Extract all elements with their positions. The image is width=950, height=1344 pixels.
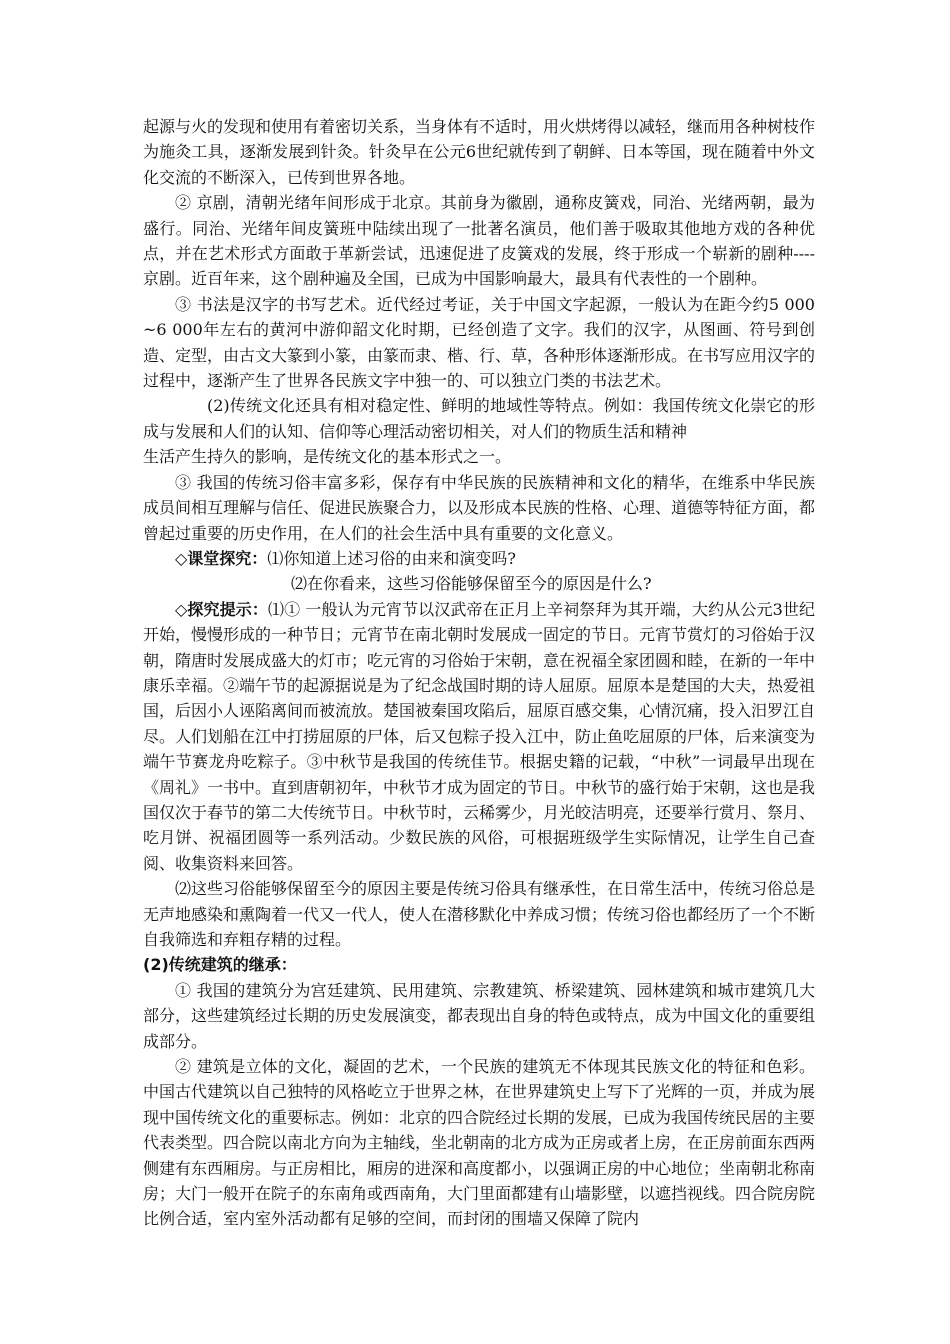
paragraph-architecture-culture: ② 建筑是立体的文化，凝固的艺术，一个民族的建筑无不体现其民族文化的特征和色彩。中国古代建筑以自己独特的风格屹立于世界之林，在世界建筑史上写下了光辉的一页，并成为展现中国传统文化的重要标志。例如：北京的四合院经过长期的发展，已成为我国传统民居的主要代表类型。四合院以南北方向为主轴线，坐北朝南的北方成为正房或者上房，在正房前面东西两侧建有东西厢房。与正房相比，厢房的进深和高度都小，以强调正房的中心地位；坐南朝北称南房；大门一般开在院子的东南角或西南角，大门里面都建有山墙影壁，以遮挡视线。四合院房院比例合适，室内室外活动都有足够的空间，而封闭的围墙又保障了院内 bbox=[143, 1057, 816, 1229]
paragraph-stability-feature-end: 生活产生持久的影响，是传统文化的基本形式之一。 bbox=[143, 447, 512, 467]
exploration-hint-text: ⑴① 一般认为元宵节以汉武帝在正月上辛祠祭拜为其开端，大约从公元3世纪开始，慢慢形成的一种节日；元宵节在南北朝时发展成一固定的节日。元宵节赏灯的习俗始于汉朝，隋唐时发展成盛大的灯市；吃元宵的习俗始于宋朝，意在祝福全家团圆和睦，在新的一年中康乐幸福。②端午节的起源据说是为了纪念战国时期的诗人屈原。屈原本是楚国的大夫，热爱祖国，后因小人诬陷离间而被流放。楚国被秦国攻陷后，屈原百感交集，心情沉痛，投入汨罗江自尽。人们划船在江中打捞屈原的尸体，后又包粽子投入江中，防止鱼吃屈原的尸体，后来演变为端午节赛龙舟吃粽子。③中秋节是我国的传统佳节。根据史籍的记载，“中秋”一词最早出现在《周礼》一书中。直到唐朝初年，中秋节才成为固定的节日。中秋节的盛行始于宋朝，这也是我国仅次于春节的第二大传统节日。中秋节时，云稀雾少，月光皎洁明亮，还要举行赏月、祭月、吃月饼、祝福团圆等一系列活动。少数民族的风俗，可根据班级学生实际情况，让学生自己查阅、收集资料来回答。 bbox=[143, 599, 816, 873]
classroom-exploration-question-1: ⑴你知道上述习俗的由来和演变吗? bbox=[267, 548, 516, 568]
exploration-hint-label: ◇探究提示： bbox=[175, 599, 268, 619]
paragraph-traditional-customs: ③ 我国的传统习俗丰富多彩，保存有中华民族的民族精神和文化的精华，在维系中华民族成员间相互理解与信任、促进民族聚合力，以及形成本民族的性格、心理、道德等特征方面，都曾起过重要的历史作用，在人们的社会生活中具有重要的文化意义。 bbox=[143, 472, 816, 543]
classroom-exploration-question-2: ⑵在你看来，这些习俗能够保留至今的原因是什么? bbox=[291, 574, 652, 594]
document-page bbox=[143, 114, 815, 1232]
paragraph-customs-reason: ⑵这些习俗能够保留至今的原因主要是传统习俗具有继承性，在日常生活中，传统习俗总是无声地感染和熏陶着一代又一代人，使人在潜移默化中养成习惯；传统习俗也都经历了一个不断自我筛选和弃粗存精的过程。 bbox=[143, 879, 816, 949]
paragraph-calligraphy: ③ 书法是汉字的书写艺术。近代经过考证，关于中国文字起源，一般认为在距今约5 000~6 000年左右的黄河中游仰韶文化时期，已经创造了文字。我们的汉字，从图画、符号到创造、定型，由古文大篆到小篆，由篆而隶、楷、行、草，各种形体逐渐形成。在书写应用汉字的过程中，逐渐产生了世界各民族文字中独一的、可以独立门类的书法艺术。 bbox=[143, 294, 816, 391]
paragraph-acupuncture-continued: 起源与火的发现和使用有着密切关系，当身体有不适时，用火烘烤得以减轻，继而用各种树枝作为施灸工具，逐渐发展到针灸。针灸早在公元6世纪就传到了朝鲜、日本等国，现在随着中外文化交流的不断深入，已传到世界各地。 bbox=[143, 117, 816, 187]
exploration-hint bbox=[143, 597, 815, 876]
classroom-exploration bbox=[143, 546, 815, 571]
classroom-exploration-label: ◇课堂探究： bbox=[175, 548, 268, 568]
paragraph-architecture-types: ① 我国的建筑分为宫廷建筑、民用建筑、宗教建筑、桥梁建筑、园林建筑和城市建筑几大部分，这些建筑经过长期的历史发展演变，都表现出自身的特色或特点，成为中国文化的重要组成部分。 bbox=[143, 980, 816, 1051]
paragraph-peking-opera: ② 京剧，清朝光绪年间形成于北京。其前身为徽剧，通称皮簧戏，同治、光绪两朝，最为盛行。同治、光绪年间皮簧班中陆续出现了一批著名演员，他们善于吸取其他地方戏的各种优点，并在艺术形式方面敢于革新尝试，迅速促进了皮簧戏的发展，终于形成一个崭新的剧种----京剧。近百年来，这个剧种遍及全国，已成为中国影响最大，最具有代表性的一个剧种。 bbox=[143, 193, 815, 289]
section-heading-architecture: (2)传统建筑的继承： bbox=[143, 955, 297, 975]
paragraph-stability-feature: (2)传统文化还具有相对稳定性、鲜明的地域性等特点。例如：我国传统文化崇它的形成与发展和人们的认知、信仰等心理活动密切相关，对人们的物质生活和精神 bbox=[143, 396, 815, 441]
